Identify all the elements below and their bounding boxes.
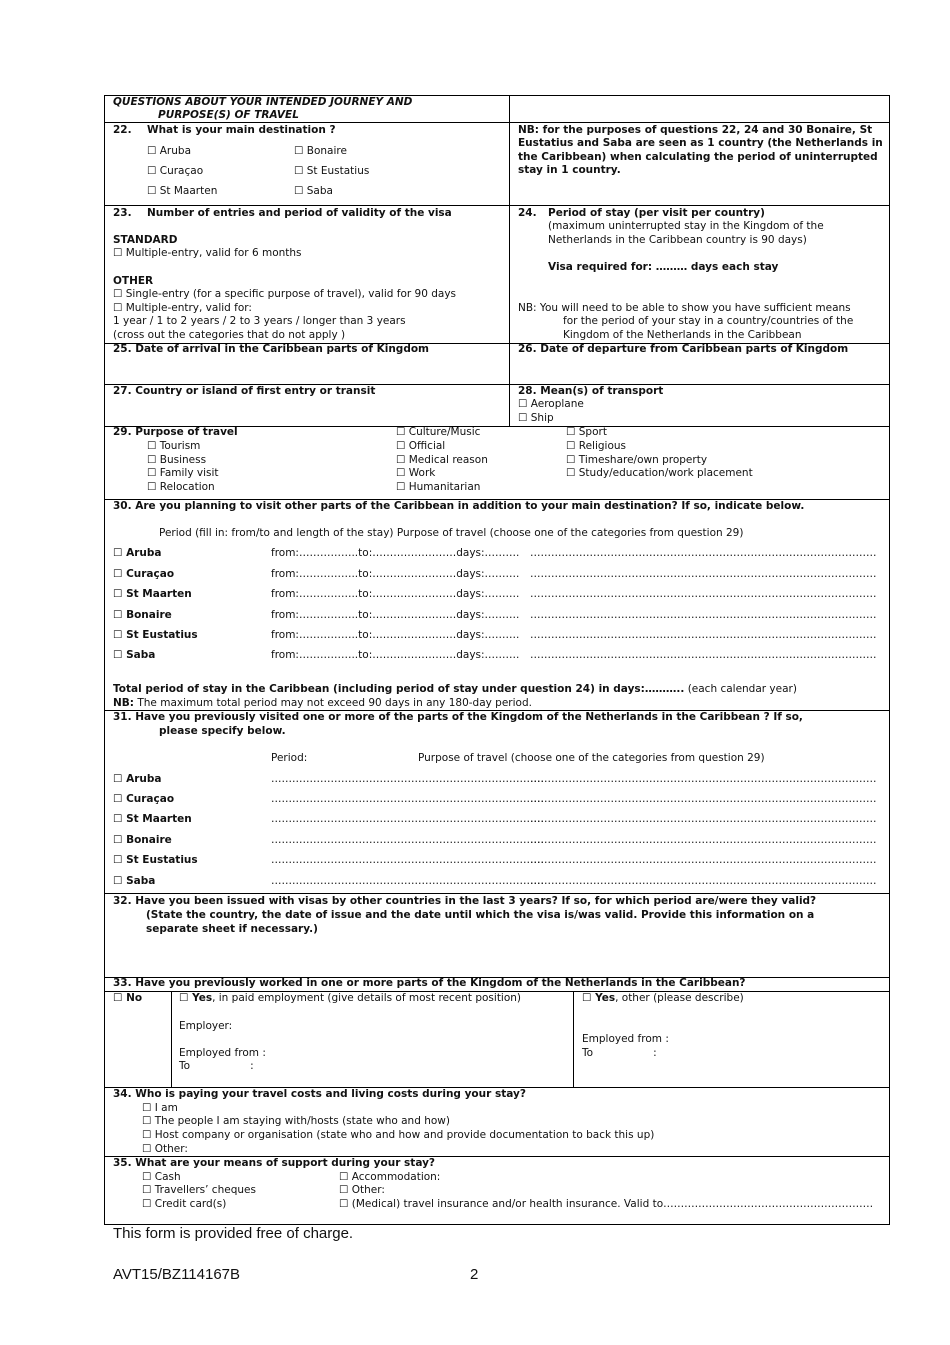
q31-purpose-curacao[interactable]: ………………………………………………………………………………………	[530, 793, 877, 805]
free-of-charge-note: This form is provided free of charge.	[113, 1225, 354, 1242]
q30-total-period	[113, 683, 797, 696]
q33-employed-from-label: Employed from :	[179, 1047, 266, 1059]
q31-purpose-st-maarten[interactable]: ………………………………………………………………………………………	[530, 813, 877, 825]
q30-island-bonaire[interactable]: ☐ Bonaire	[113, 609, 172, 621]
section-header-line1: QUESTIONS ABOUT YOUR INTENDED JOURNEY AND	[113, 96, 413, 108]
q32-line1: 32. Have you been issued with visas by other countries in the last 3 years? If so, for which period are/were they valid?	[113, 895, 817, 907]
q29-option-timeshare[interactable]: ☐ Timeshare/own property	[566, 454, 708, 466]
q31-period-saba[interactable]: ……………………………………………………………………	[271, 875, 544, 887]
q33-employed-from2-label: Employed from :	[582, 1033, 669, 1045]
q24-nb-line3: Kingdom of the Netherlands in the Caribbean	[563, 329, 802, 341]
q33-title: 33. Have you previously worked in one or more parts of the Kingdom of the Netherlands in the Caribbean?	[113, 977, 746, 989]
q23-standard-label: STANDARD	[113, 234, 178, 246]
q31-title-line2: please specify below.	[159, 725, 286, 737]
q30-purpose-bonaire[interactable]: ………………………………………………………………………………………	[530, 609, 877, 621]
q30-nb-text: The maximum total period may not exceed 90 days in any 180-day period.	[137, 697, 532, 709]
section-header-line2: PURPOSE(S) OF TRAVEL	[158, 109, 299, 121]
q22-option-curacao[interactable]: ☐ Curaçao	[147, 165, 204, 177]
q35-option-other[interactable]: ☐ Other:	[339, 1184, 385, 1196]
q31-period-aruba[interactable]: ……………………………………………………………………	[271, 773, 544, 785]
q30-purpose-saba[interactable]: ………………………………………………………………………………………	[530, 649, 877, 661]
q31-island-bonaire[interactable]: ☐ Bonaire	[113, 834, 172, 846]
q31-purpose-bonaire[interactable]: ………………………………………………………………………………………	[530, 834, 877, 846]
q32-line2: (State the country, the date of issue and the date until which the visa is/was valid. Provide this information on a	[146, 909, 815, 921]
q31-period-st-eustatius[interactable]: ……………………………………………………………………	[271, 854, 544, 866]
q29-title: 29. Purpose of travel	[113, 426, 238, 438]
q23-number: 23.	[113, 207, 132, 219]
q30-island-st-maarten[interactable]: ☐ St Maarten	[113, 588, 192, 600]
q27-title: 27. Country or island of first entry or transit	[113, 385, 376, 397]
q29-option-medical-reason[interactable]: ☐ Medical reason	[396, 454, 488, 466]
q22-number: 22.	[113, 124, 132, 136]
q33-employer-label: Employer:	[179, 1020, 233, 1032]
q33-divider	[573, 991, 574, 1087]
q24-visa-required: Visa required for: ……… days each stay	[548, 261, 779, 273]
q30-total-label: Total period of stay in the Caribbean (including period of stay under question 24) in days:………..	[113, 683, 685, 695]
q30-period-st-maarten[interactable]: from:……………..to:……………………days:……….	[271, 588, 520, 600]
q31-purpose-st-eustatius[interactable]: ………………………………………………………………………………………	[530, 854, 877, 866]
q30-purpose-curacao[interactable]: ………………………………………………………………………………………	[530, 568, 877, 580]
q33-yes-paid-bold: ☐ Yes	[179, 992, 213, 1004]
q22-option-st-eustatius[interactable]: ☐ St Eustatius	[294, 165, 370, 177]
q31-island-st-eustatius[interactable]: ☐ St Eustatius	[113, 854, 198, 866]
q30-total-suffix: (each calendar year)	[687, 683, 797, 695]
row-divider	[105, 893, 889, 894]
q34-option-host-company[interactable]: ☐ Host company or organisation (state who and how and provide documentation to back this up)	[142, 1129, 655, 1141]
q33-yes-other-checkbox[interactable]	[582, 992, 744, 1005]
q22-option-aruba[interactable]: ☐ Aruba	[147, 145, 192, 157]
q31-island-curacao[interactable]: ☐ Curaçao	[113, 793, 175, 805]
q26-title: 26. Date of departure from Caribbean parts of Kingdom	[518, 343, 849, 355]
q34-title: 34. Who is paying your travel costs and living costs during your stay?	[113, 1088, 526, 1100]
q29-option-sport[interactable]: ☐ Sport	[566, 426, 607, 438]
q30-nb-label: NB:	[113, 697, 134, 709]
q22-option-saba[interactable]: ☐ Saba	[294, 185, 333, 197]
q30-period-aruba[interactable]: from:……………..to:……………………days:……….	[271, 547, 520, 559]
q24-nb-line1: NB: You will need to be able to show you have sufficient means	[518, 302, 851, 314]
q31-period-bonaire[interactable]: ……………………………………………………………………	[271, 834, 544, 846]
page-number: 2	[470, 1266, 479, 1283]
q30-subheader: Period (fill in: from/to and length of the stay) Purpose of travel (choose one of the categories from question 29)	[159, 527, 744, 539]
q22-option-bonaire[interactable]: ☐ Bonaire	[294, 145, 347, 157]
q33-yes-paid-rest: , in paid employment (give details of most recent position)	[212, 992, 522, 1004]
q23-other-single-entry[interactable]: ☐ Single-entry (for a specific purpose of travel), valid for 90 days	[113, 288, 456, 300]
q30-period-st-eustatius[interactable]: from:……………..to:……………………days:……….	[271, 629, 520, 641]
q35-title: 35. What are your means of support during your stay?	[113, 1157, 436, 1169]
q29-option-religious[interactable]: ☐ Religious	[566, 440, 627, 452]
q31-title-line1: 31. Have you previously visited one or more of the parts of the Kingdom of the Netherlands in the Caribbean ? If so,	[113, 711, 803, 723]
q29-option-family-visit[interactable]: ☐ Family visit	[147, 467, 219, 479]
q35-option-credit-cards[interactable]: ☐ Credit card(s)	[142, 1198, 227, 1210]
q23-durations: 1 year / 1 to 2 years / 2 to 3 years / longer than 3 years	[113, 315, 406, 327]
q28-option-aeroplane[interactable]: ☐ Aeroplane	[518, 398, 584, 410]
q29-option-relocation[interactable]: ☐ Relocation	[147, 481, 215, 493]
row-divider	[105, 205, 889, 206]
q23-other-label: OTHER	[113, 275, 154, 287]
q31-purpose-label: Purpose of travel (choose one of the categories from question 29)	[418, 752, 765, 764]
q31-island-aruba[interactable]: ☐ Aruba	[113, 773, 162, 785]
q23-standard-option[interactable]: ☐ Multiple-entry, valid for 6 months	[113, 247, 302, 259]
q23-cross-out-note: (cross out the categories that do not apply )	[113, 329, 346, 341]
q22-nb-note: NB: for the purposes of questions 22, 24 and 30 Bonaire, St Eustatius and Saba are seen as 1 country (the Netherlands in the Caribbean) when calculating the period of uninterrupted stay in 1 country.	[518, 124, 883, 177]
q29-option-culture-music[interactable]: ☐ Culture/Music	[396, 426, 481, 438]
q30-period-bonaire[interactable]: from:……………..to:……………………days:……….	[271, 609, 520, 621]
q34-option-other[interactable]: ☐ Other:	[142, 1143, 188, 1155]
q23-other-multiple-entry[interactable]: ☐ Multiple-entry, valid for:	[113, 302, 252, 314]
q31-purpose-aruba[interactable]: ………………………………………………………………………………………	[530, 773, 877, 785]
q33-divider	[171, 991, 172, 1087]
q29-option-official[interactable]: ☐ Official	[396, 440, 446, 452]
q30-island-saba[interactable]: ☐ Saba	[113, 649, 156, 661]
q31-period-label: Period:	[271, 752, 308, 764]
q23-title: Number of entries and period of validity of the visa	[147, 207, 452, 219]
q28-title: 28. Mean(s) of transport	[518, 385, 664, 397]
q34-option-hosts[interactable]: ☐ The people I am staying with/hosts (state who and how)	[142, 1115, 450, 1127]
q33-yes-paid-checkbox[interactable]	[179, 992, 521, 1005]
q31-purpose-saba[interactable]: ………………………………………………………………………………………	[530, 875, 877, 887]
visa-application-form-page	[104, 95, 890, 1225]
q30-island-aruba[interactable]: ☐ Aruba	[113, 547, 162, 559]
q29-option-study[interactable]: ☐ Study/education/work placement	[566, 467, 753, 479]
q35-option-cash[interactable]: ☐ Cash	[142, 1171, 181, 1183]
q24-title: Period of stay (per visit per country)	[548, 207, 765, 219]
q35-option-travellers-cheques[interactable]: ☐ Travellers’ cheques	[142, 1184, 256, 1196]
q31-island-saba[interactable]: ☐ Saba	[113, 875, 156, 887]
q22-option-st-maarten[interactable]: ☐ St Maarten	[147, 185, 218, 197]
q30-island-curacao[interactable]: ☐ Curaçao	[113, 568, 175, 580]
q30-island-st-eustatius[interactable]: ☐ St Eustatius	[113, 629, 198, 641]
q33-to-label: To :	[179, 1060, 254, 1072]
q22-title: What is your main destination ?	[147, 124, 336, 136]
q35-option-accommodation[interactable]: ☐ Accommodation:	[339, 1171, 441, 1183]
q32-line3: separate sheet if necessary.)	[146, 923, 318, 935]
q30-purpose-aruba[interactable]: ………………………………………………………………………………………	[530, 547, 877, 559]
q34-option-i-am[interactable]: ☐ I am	[142, 1102, 178, 1114]
q30-period-curacao[interactable]: from:……………..to:……………………days:……….	[271, 568, 520, 580]
q24-note-line2: Netherlands in the Caribbean country is 90 days)	[548, 234, 807, 246]
q33-yes-other-rest: , other (please describe)	[615, 992, 744, 1004]
q28-option-ship[interactable]: ☐ Ship	[518, 412, 554, 424]
q29-option-tourism[interactable]: ☐ Tourism	[147, 440, 201, 452]
q30-purpose-st-maarten[interactable]: ………………………………………………………………………………………	[530, 588, 877, 600]
q31-period-curacao[interactable]: ……………………………………………………………………	[271, 793, 544, 805]
q33-no-checkbox[interactable]: ☐ No	[113, 992, 143, 1004]
q31-island-st-maarten[interactable]: ☐ St Maarten	[113, 813, 192, 825]
q30-title: 30. Are you planning to visit other parts of the Caribbean in addition to your main destination? If so, indicate below.	[113, 500, 805, 512]
q29-option-business[interactable]: ☐ Business	[147, 454, 207, 466]
q33-yes-other-bold: ☐ Yes	[582, 992, 616, 1004]
q30-purpose-st-eustatius[interactable]: ………………………………………………………………………………………	[530, 629, 877, 641]
q33-to2-label: To :	[582, 1047, 657, 1059]
q31-period-st-maarten[interactable]: ……………………………………………………………………	[271, 813, 544, 825]
row-divider	[105, 122, 889, 123]
q30-period-saba[interactable]: from:……………..to:……………………days:……….	[271, 649, 520, 661]
q29-option-work[interactable]: ☐ Work	[396, 467, 436, 479]
form-code: AVT15/BZ114167B	[113, 1266, 241, 1283]
q24-note-line1: (maximum uninterrupted stay in the Kingdom of the	[548, 220, 824, 232]
column-divider-top	[509, 96, 510, 426]
q25-title: 25. Date of arrival in the Caribbean parts of Kingdom	[113, 343, 429, 355]
q24-number: 24.	[518, 207, 537, 219]
q29-option-humanitarian[interactable]: ☐ Humanitarian	[396, 481, 481, 493]
q30-nb	[113, 697, 532, 710]
q24-nb-line2: for the period of your stay in a country/countries of the	[563, 315, 854, 327]
q35-option-insurance[interactable]: ☐ (Medical) travel insurance and/or health insurance. Valid to……………………………………………………	[339, 1198, 874, 1210]
